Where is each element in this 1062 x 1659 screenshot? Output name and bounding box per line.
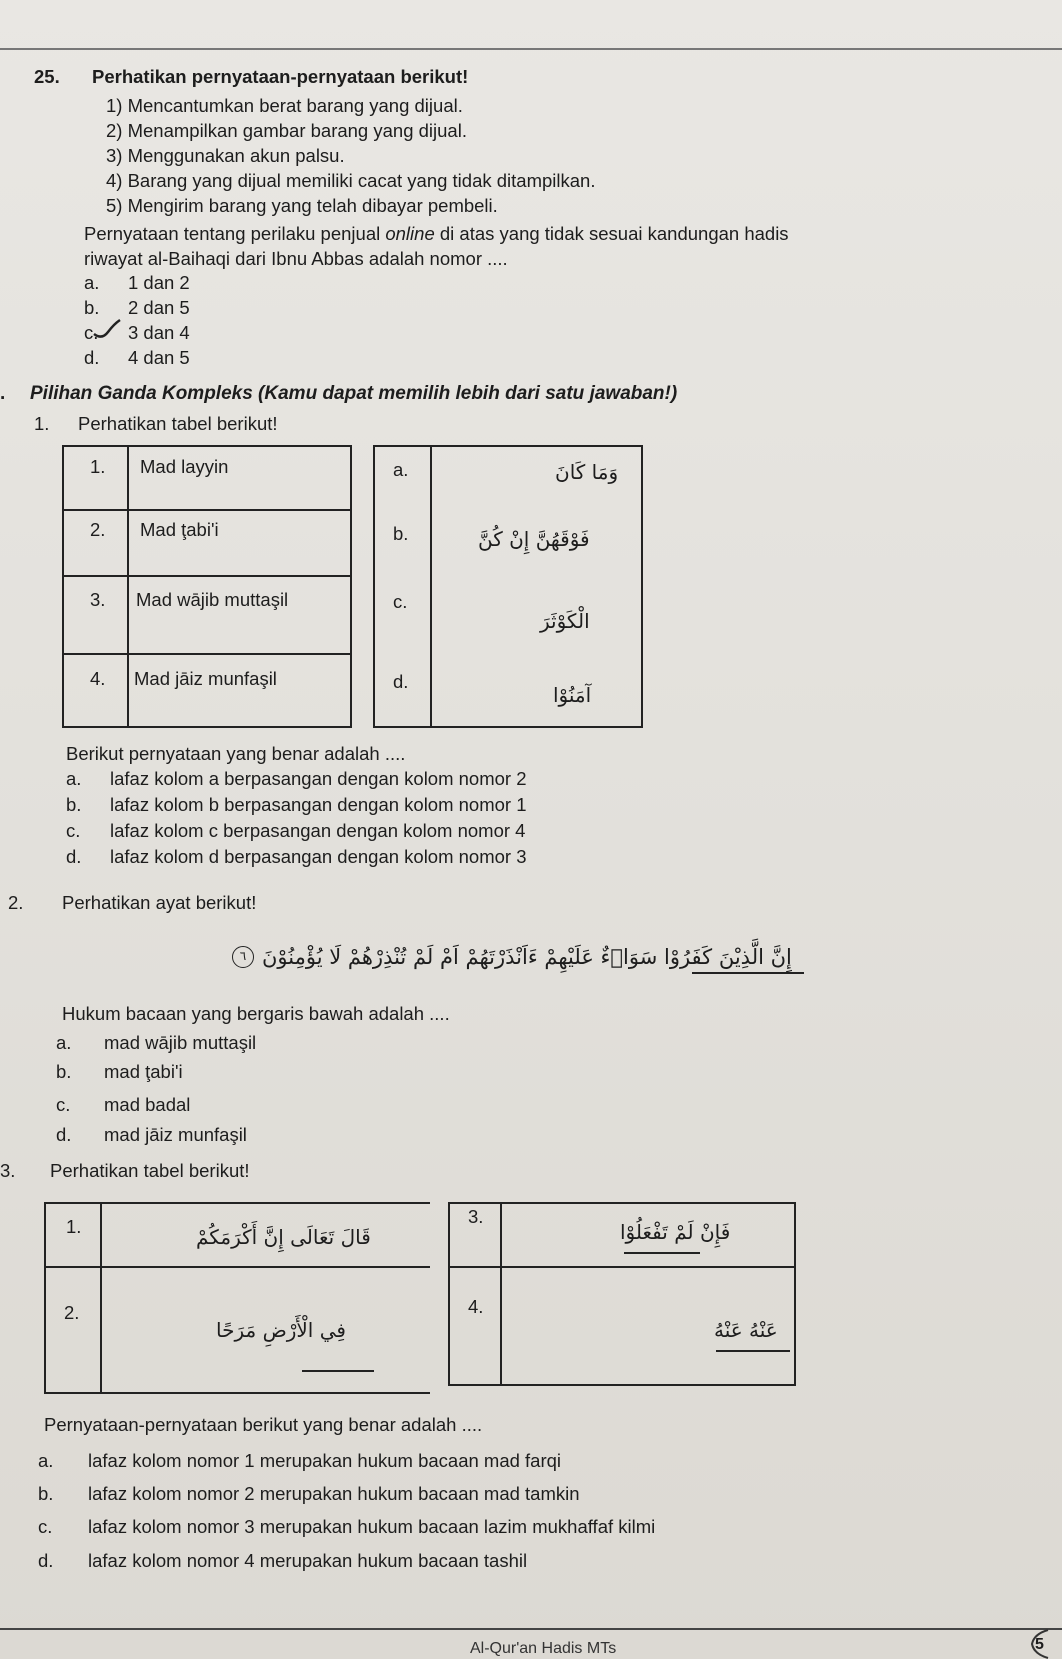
q3-option-d-text-body: lafaz kolom nomor 4 merupakan hukum bacaan tashil xyxy=(88,1550,528,1571)
q25-option-a-text: 1 dan 2 xyxy=(128,272,190,293)
section-marker: . xyxy=(0,383,6,404)
q3-option-d-text xyxy=(88,1550,527,1572)
q1-left-label-2: Mad ţabi'i xyxy=(140,519,219,540)
q3-option-c-letter: c. xyxy=(38,1516,53,1537)
q25-option-a-letter: a. xyxy=(84,272,100,293)
q25-item-2: 2) Menampilkan gambar barang yang dijual. xyxy=(106,120,467,141)
q1-right-arabic-a: وَمَا كَانَ xyxy=(555,460,619,484)
q1-right-arabic-d: آمَنُوْا xyxy=(553,683,592,707)
q25-question-line2: riwayat al-Baihaqi dari Ibnu Abbas adalah nomor .... xyxy=(84,248,508,269)
q25-option-b-text: 2 dan 5 xyxy=(128,297,190,318)
q25-item-5: 5) Mengirim barang yang telah dibayar pembeli. xyxy=(106,195,498,216)
q25-question-italic: online xyxy=(385,223,435,244)
q2-verse: إِنَّ الَّذِيْنَ كَفَرُوْا سَوَاۤءٌ عَلَيْهِمْ ءَاَنْذَرْتَهُمْ اَمْ لَمْ تُنْذِرْهُمْ لَا يُؤْمِنُوْنَ xyxy=(262,945,792,969)
q1-right-key-c: c. xyxy=(393,591,408,612)
q3-prompt: Pernyataan-pernyataan berikut yang benar adalah .... xyxy=(44,1414,483,1435)
q1-option-d-letter: d. xyxy=(66,846,82,867)
q25-option-d-letter: d. xyxy=(84,347,100,368)
q1-left-label-4: Mad jāiz munfaşil xyxy=(134,668,277,689)
handwritten-check-mark xyxy=(92,318,122,340)
q1-right-arabic-c: الْكَوْثَرَ xyxy=(540,609,590,633)
q3-option-c-text: lafaz kolom nomor 3 merupakan hukum bacaan lazim mukhaffaf kilmi xyxy=(88,1516,656,1537)
q1-right-key-b: b. xyxy=(393,523,409,544)
q2-option-d-letter: d. xyxy=(56,1124,72,1145)
q25-option-c-text: 3 dan 4 xyxy=(128,322,190,343)
q1-intro: Perhatikan tabel berikut! xyxy=(78,413,278,434)
q25-question-line1-a: Pernyataan tentang perilaku penjual xyxy=(84,223,386,244)
q3-right-no-4: 4. xyxy=(468,1296,484,1317)
q2-option-b-text: mad ţabi'i xyxy=(104,1061,183,1082)
q25-item-3: 3) Menggunakan akun palsu. xyxy=(106,145,345,166)
q3-option-b-text: lafaz kolom nomor 2 merupakan hukum bacaan mad tamkin xyxy=(88,1483,580,1504)
q1-option-a-text: lafaz kolom a berpasangan dengan kolom nomor 2 xyxy=(110,768,527,789)
q25-option-c-letter: c. xyxy=(84,322,99,343)
q1-left-label-1: Mad layyin xyxy=(140,456,229,477)
q1-option-b-text: lafaz kolom b berpasangan dengan kolom nomor 1 xyxy=(110,794,527,815)
q2-intro: Perhatikan ayat berikut! xyxy=(62,892,257,913)
q1-right-key-d: d. xyxy=(393,671,409,692)
q1-left-no-1: 1. xyxy=(90,456,106,477)
q1-left-no-4: 4. xyxy=(90,668,106,689)
q1-option-a-letter: a. xyxy=(66,768,82,789)
q2-option-c-letter: c. xyxy=(56,1094,71,1115)
q25-question-line1 xyxy=(84,223,789,245)
q2-option-b-letter: b. xyxy=(56,1061,72,1082)
q3-left-arabic-2: فِي الْأَرْضِ مَرَحًا xyxy=(216,1318,346,1342)
q1-left-label-3: Mad wājib muttaşil xyxy=(136,589,289,610)
q1-option-c-text: lafaz kolom c berpasangan dengan kolom nomor 4 xyxy=(110,820,526,841)
q3-right-arabic-3: فَإِنْ لَمْ تَفْعَلُوْا xyxy=(620,1220,731,1244)
q3-intro: Perhatikan tabel berikut! xyxy=(50,1160,250,1181)
q1-prompt: Berikut pernyataan yang benar adalah .... xyxy=(66,743,406,764)
q25-item-4: 4) Barang yang dijual memiliki cacat yang tidak ditampilkan. xyxy=(106,170,596,191)
footer-rule xyxy=(0,1628,1062,1630)
q2-option-a-text: mad wājib muttaşil xyxy=(104,1032,257,1053)
q2-verse-underline xyxy=(692,972,804,974)
q1-number: 1. xyxy=(34,413,50,434)
q1-right-arabic-b: فَوْقَهُنَّ إِنْ كُنَّ xyxy=(478,527,590,551)
q3-left-no-2: 2. xyxy=(64,1302,80,1323)
q3-option-a-text: lafaz kolom nomor 1 merupakan hukum bacaan mad farqi xyxy=(88,1450,562,1471)
q25-intro: Perhatikan pernyataan-pernyataan berikut! xyxy=(92,66,469,87)
footer-book-title: Al-Qur'an Hadis MTs xyxy=(470,1640,617,1657)
q1-right-key-a: a. xyxy=(393,459,409,480)
q25-question-line1-b: di atas yang tidak sesuai kandungan hadis xyxy=(434,223,789,244)
q25-option-b-letter: b. xyxy=(84,297,100,318)
q3-right-arabic-4: عَنْهُ عَنْهُ xyxy=(714,1318,778,1342)
q2-option-d-text: mad jāiz munfaşil xyxy=(104,1124,247,1145)
q1-option-b-letter: b. xyxy=(66,794,82,815)
q1-left-no-2: 2. xyxy=(90,519,106,540)
q2-option-a-letter: a. xyxy=(56,1032,72,1053)
q2-prompt: Hukum bacaan yang bergaris bawah adalah .... xyxy=(62,1003,450,1024)
q25-item-1: 1) Mencantumkan berat barang yang dijual. xyxy=(106,95,463,116)
q1-option-d-text: lafaz kolom d berpasangan dengan kolom nomor 3 xyxy=(110,846,527,867)
q3-left-arabic-1: قَالَ تَعَالَى إِنَّ أَكْرَمَكُمْ xyxy=(196,1225,371,1249)
q25-option-d-text: 4 dan 5 xyxy=(128,347,190,368)
q3-left-no-1: 1. xyxy=(66,1216,82,1237)
top-rule xyxy=(0,48,1062,50)
section-title: Pilihan Ganda Kompleks (Kamu dapat memilih lebih dari satu jawaban!) xyxy=(30,383,678,404)
q3-option-d-letter: d. xyxy=(38,1550,54,1571)
q2-option-c-text: mad badal xyxy=(104,1094,191,1115)
q3-left-underline-2 xyxy=(302,1370,374,1372)
q2-verse-number-marker: ٦ xyxy=(232,946,254,968)
q1-option-c-letter: c. xyxy=(66,820,81,841)
q3-option-a-letter: a. xyxy=(38,1450,54,1471)
q3-right-no-3: 3. xyxy=(468,1206,484,1227)
q1-left-no-3: 3. xyxy=(90,589,106,610)
q3-number: 3. xyxy=(0,1160,16,1181)
q3-right-underline-4 xyxy=(716,1350,790,1352)
q25-number: 25. xyxy=(34,66,60,87)
q3-right-underline-3 xyxy=(624,1252,700,1254)
q3-option-b-letter: b. xyxy=(38,1483,54,1504)
q2-number: 2. xyxy=(8,892,24,913)
page-number: 5 xyxy=(1035,1636,1044,1653)
